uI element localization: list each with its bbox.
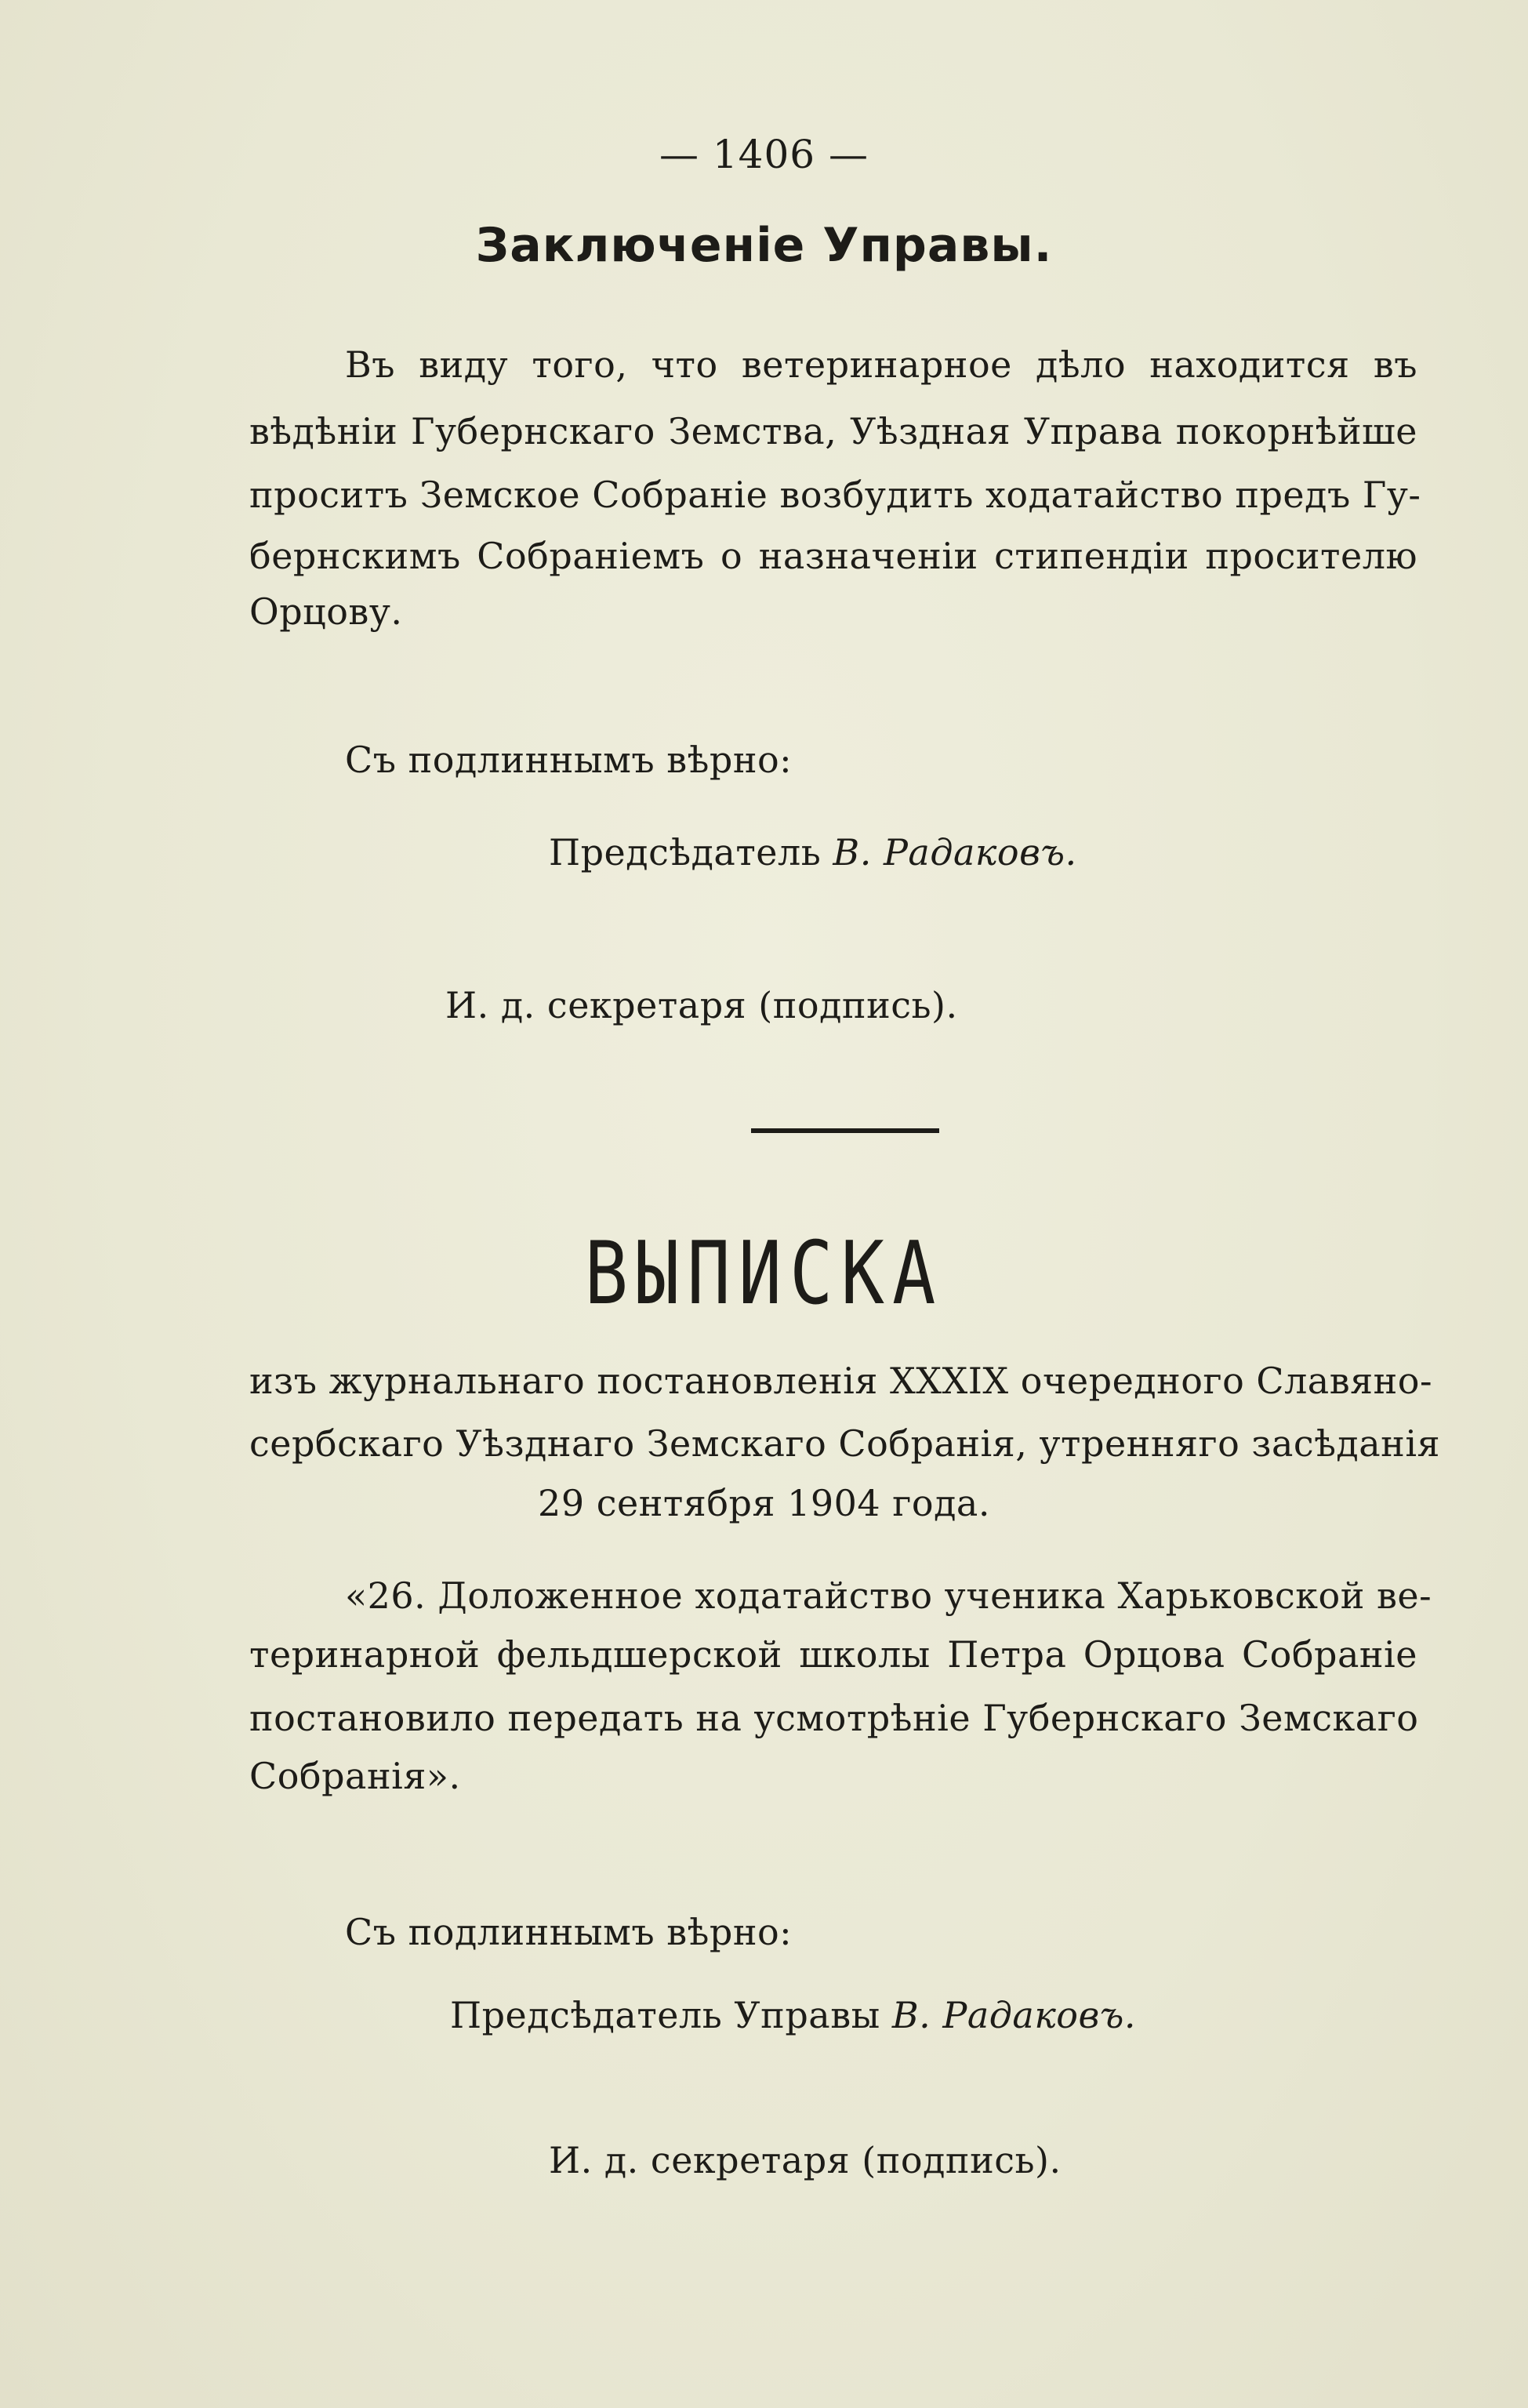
- conclusion-line: Въ виду того, что ветеринарное дѣло находится въ: [345, 343, 1417, 386]
- conclusion-line: бернскимъ Собраніемъ о назначеніи стипендіи просителю: [249, 535, 1417, 577]
- extract-title: ВЫПИСКА: [584, 1223, 944, 1324]
- conclusion-line: Орцову.: [249, 590, 403, 633]
- chairman-role: Предсѣдатель: [549, 831, 822, 873]
- chairman-name: В. Радаковъ.: [891, 1994, 1137, 2036]
- extract-subtitle-line: изъ журнальнаго постановленія XXXIX очередного Славяно-: [249, 1360, 1433, 1402]
- section-divider: [751, 1128, 939, 1133]
- resolution-line: постановило передать на усмотрѣніе Губернскаго Земскаго: [249, 1697, 1419, 1739]
- conclusion-line: проситъ Земское Собраніе возбудить ходатайство предъ Гу-: [249, 474, 1421, 516]
- secretary-signature: И. д. секретаря (подпись).: [445, 984, 958, 1026]
- extract-subtitle-line: сербскаго Уѣзднаго Земскаго Собранія, утренняго засѣданія: [249, 1422, 1441, 1465]
- secretary-signature: И. д. секретаря (подпись).: [549, 2139, 1062, 2181]
- chairman-name: В. Радаковъ.: [833, 831, 1077, 873]
- certification-text: Съ подлиннымъ вѣрно:: [345, 1911, 793, 1953]
- chairman-role: Предсѣдатель Управы: [450, 1994, 880, 2036]
- section-title: Заключеніе Управы.: [475, 218, 1053, 273]
- page-number: — 1406 —: [659, 132, 869, 177]
- resolution-line: теринарной фельдшерской школы Петра Орцова Собраніе: [249, 1633, 1417, 1676]
- resolution-line: Собранія».: [249, 1755, 461, 1797]
- resolution-line: «26. Доложенное ходатайство ученика Харьковской ве-: [345, 1574, 1432, 1617]
- chairman-signature: [450, 1994, 1136, 2036]
- chairman-signature: [549, 831, 1077, 873]
- extract-subtitle-line: 29 сентября 1904 года.: [538, 1482, 990, 1524]
- conclusion-line: вѣдѣніи Губернскаго Земства, Уѣздная Управа покорнѣйше: [249, 410, 1417, 452]
- certification-text: Съ подлиннымъ вѣрно:: [345, 739, 793, 781]
